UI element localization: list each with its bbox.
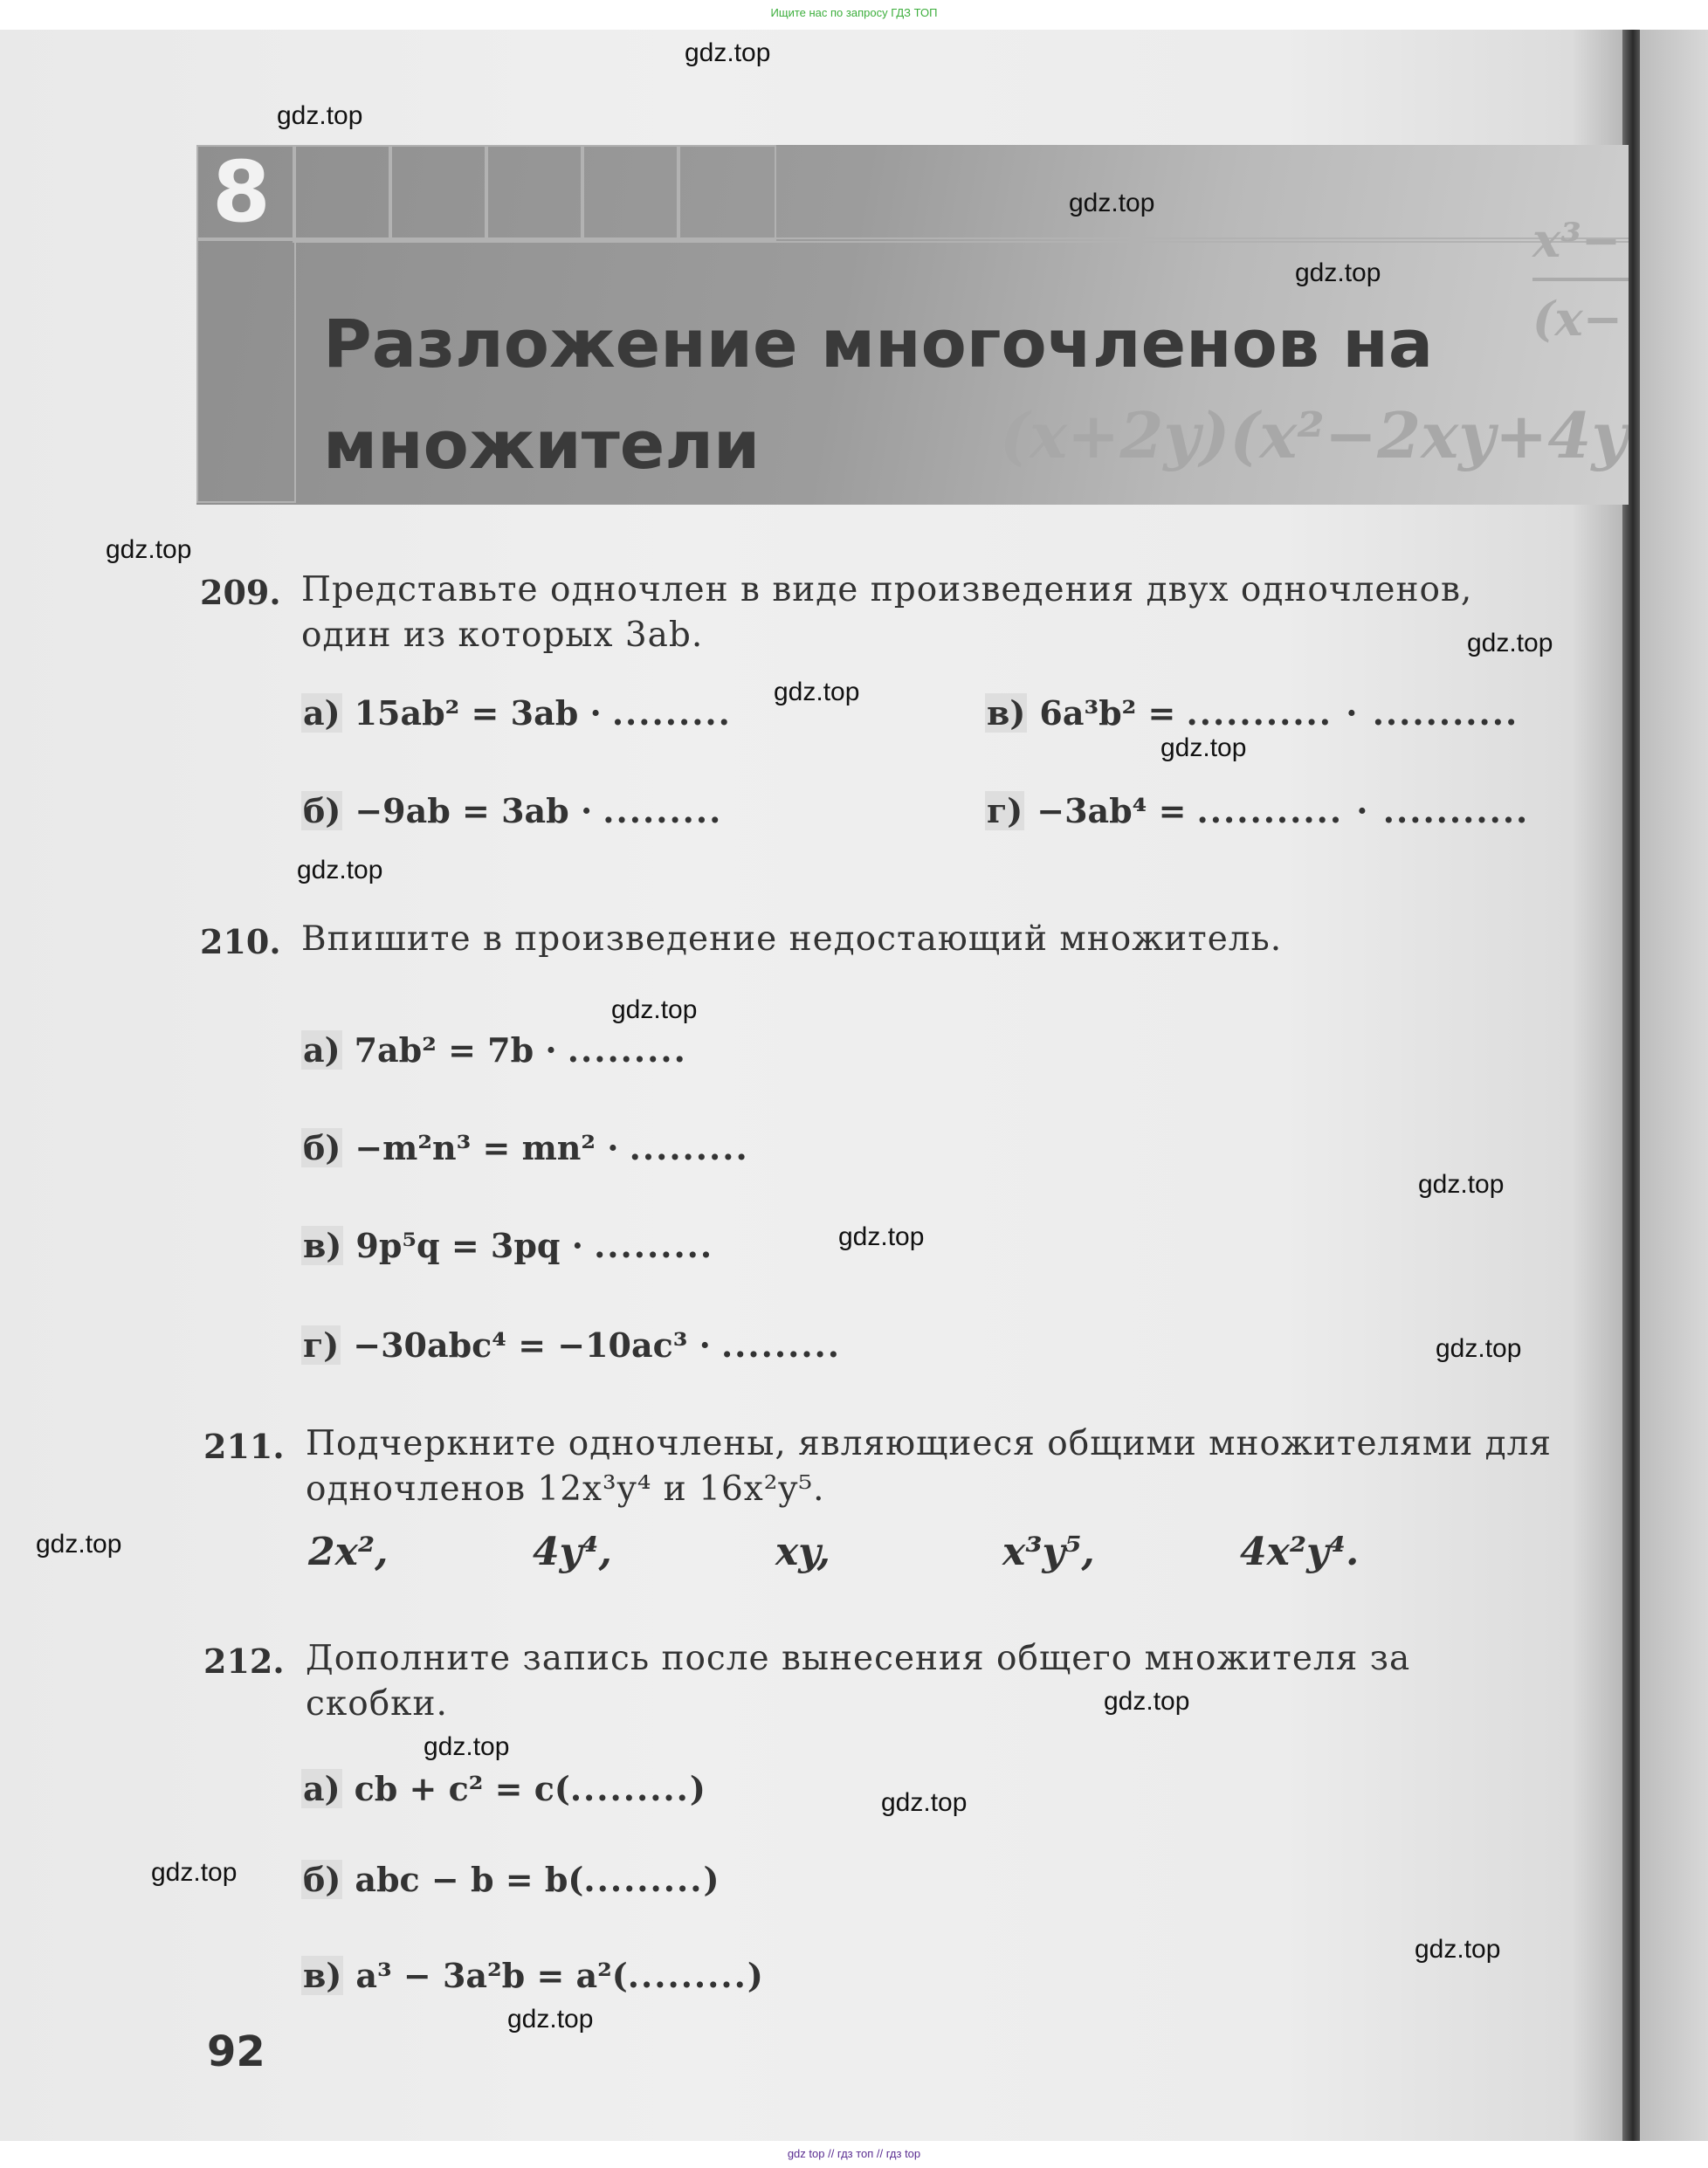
problem-209-prompt: Представьте одночлен в виде произведения двух одночленов, один из которых 3ab.: [301, 570, 1473, 655]
item-label: б): [303, 1860, 341, 1899]
answer-blank[interactable]: .........: [594, 1226, 714, 1265]
answer-blank[interactable]: .........: [567, 1030, 687, 1070]
watermark: gdz.top: [881, 1788, 968, 1817]
item-label: г): [303, 1325, 340, 1365]
decorative-formula: (x+2y)(x²−2xy+4y: [1000, 398, 1629, 472]
watermark: gdz.top: [1418, 1170, 1505, 1199]
item-label: б): [303, 791, 341, 830]
item-expression: abc − b = b(: [355, 1860, 584, 1899]
problem-210-prompt: Впишите в произведение недостающий множитель.: [301, 919, 1283, 959]
header-grid-cell: [196, 237, 296, 503]
item-label: в): [303, 1226, 342, 1265]
problem-211-number: 211.: [203, 1427, 285, 1466]
watermark: gdz.top: [151, 1858, 238, 1887]
problem-210-number: 210.: [200, 922, 281, 961]
problem-209-item-b: [301, 791, 722, 830]
item-expression: a³ − 3a²b = a²(: [355, 1956, 628, 1995]
item-expression: −m²n³ = mn² ·: [355, 1128, 619, 1167]
problem-212-number: 212.: [203, 1641, 285, 1681]
problem-212-item-b: [301, 1860, 719, 1899]
top-banner[interactable]: Ищите нас по запросу ГДЗ ТОП: [770, 6, 938, 19]
problem-212-item-a: [301, 1769, 706, 1808]
answer-blank[interactable]: .........: [629, 1128, 749, 1167]
watermark: gdz.top: [1160, 733, 1247, 762]
header-grid-cell: [485, 145, 584, 241]
problem-210-item-g: [301, 1325, 841, 1365]
answer-blank[interactable]: .........: [583, 1860, 704, 1899]
problem-209-number: 209.: [200, 573, 281, 612]
problem-209-item-g: [985, 791, 1529, 830]
item-expression: 6a³b² =: [1039, 693, 1176, 733]
problem-210-item-b: [301, 1128, 749, 1167]
item-expression: 9p⁵q = 3pq ·: [355, 1226, 583, 1265]
watermark: gdz.top: [611, 995, 698, 1024]
monomial-option[interactable]: 4y⁴,: [533, 1530, 612, 1574]
monomial-option[interactable]: 2x²,: [308, 1530, 389, 1574]
monomial-option[interactable]: x³y⁵,: [1002, 1530, 1095, 1574]
item-label: в): [303, 1956, 342, 1995]
watermark: gdz.top: [106, 535, 192, 564]
chapter-title: Разложение многочленов на множители: [323, 305, 1434, 484]
item-expression: 15ab² = 3ab ·: [354, 693, 602, 733]
answer-blank[interactable]: .........: [569, 1769, 690, 1808]
header-grid-line: [293, 237, 1629, 243]
close-paren: ): [689, 1769, 706, 1808]
header-grid-cell: [581, 145, 680, 241]
answer-blank[interactable]: ........... · ...........: [1186, 693, 1519, 733]
item-label: а): [303, 1769, 341, 1808]
decorative-fraction: [1532, 206, 1629, 353]
problem-209-item-v: [985, 693, 1519, 733]
watermark: gdz.top: [507, 2005, 594, 2034]
chapter-header: [196, 145, 1629, 505]
watermark: gdz.top: [1069, 189, 1155, 217]
answer-blank[interactable]: .........: [611, 693, 732, 733]
page-scan: [0, 30, 1708, 2141]
problem-212-prompt: Дополните запись после вынесения общего множителя за скобки.: [306, 1639, 1411, 1724]
watermark: gdz.top: [277, 101, 363, 130]
header-grid-cell: [293, 145, 392, 241]
watermark: gdz.top: [838, 1222, 925, 1251]
item-expression: −3ab⁴ =: [1037, 791, 1187, 830]
watermark: gdz.top: [424, 1732, 510, 1761]
problem-210-item-v: [301, 1226, 713, 1265]
watermark: gdz.top: [685, 38, 771, 67]
item-label: в): [987, 693, 1026, 733]
monomial-option[interactable]: xy,: [775, 1530, 830, 1574]
watermark: gdz.top: [774, 678, 860, 706]
answer-blank[interactable]: .........: [627, 1956, 747, 1995]
chapter-number: 8: [212, 145, 271, 241]
item-expression: cb + c² = c(: [354, 1769, 570, 1808]
bottom-banner[interactable]: gdz top // гдз топ // гдз top: [787, 2147, 921, 2160]
monomial-option[interactable]: 4x²y⁴.: [1240, 1530, 1360, 1574]
header-grid-cell: [677, 145, 776, 241]
item-expression: −9ab = 3ab ·: [355, 791, 593, 830]
watermark: gdz.top: [1467, 629, 1553, 657]
watermark: gdz.top: [1295, 258, 1381, 287]
answer-blank[interactable]: .........: [720, 1325, 842, 1365]
fraction-bar: [1532, 278, 1629, 281]
problem-210-item-a: [301, 1030, 687, 1070]
watermark: gdz.top: [297, 856, 383, 884]
decor-fraction-bottom: (x−: [1532, 291, 1622, 347]
watermark: gdz.top: [1104, 1687, 1190, 1716]
problem-212-item-v: [301, 1956, 763, 1995]
item-label: г): [987, 791, 1023, 830]
item-label: а): [303, 1030, 341, 1070]
item-label: б): [303, 1128, 341, 1167]
watermark: gdz.top: [1436, 1334, 1522, 1363]
answer-blank[interactable]: .........: [603, 791, 723, 830]
close-paren: ): [703, 1860, 720, 1899]
problem-211-prompt: Подчеркните одночлены, являющиеся общими множителями для одночленов 12x³y⁴ и 16x²y⁵.: [306, 1424, 1553, 1509]
close-paren: ): [747, 1956, 763, 1995]
item-expression: 7ab² = 7b ·: [354, 1030, 557, 1070]
watermark: gdz.top: [36, 1530, 122, 1559]
header-grid-cell: [389, 145, 488, 241]
decor-fraction-top: x³−: [1532, 212, 1622, 268]
item-expression: −30abc⁴ = −10ac³ ·: [353, 1325, 711, 1365]
next-page-edge: [1640, 30, 1708, 2141]
page-number: 92: [207, 2027, 265, 2076]
watermark: gdz.top: [1415, 1935, 1501, 1964]
problem-209-item-a: [301, 693, 732, 733]
answer-blank[interactable]: ........... · ...........: [1196, 791, 1530, 830]
item-label: а): [303, 693, 341, 733]
